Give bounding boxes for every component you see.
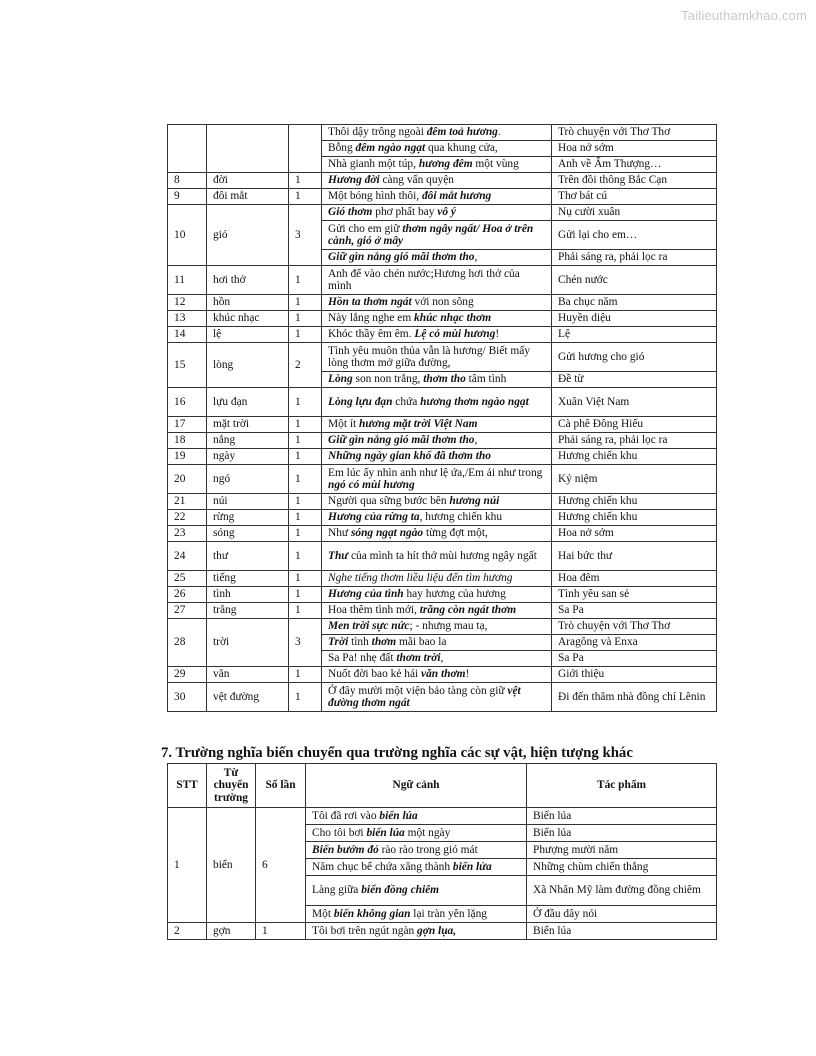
highlighted-phrase: Biển bướm đỏ: [312, 843, 379, 856]
context-cell: [322, 266, 552, 295]
count-cell: 1: [289, 542, 322, 571]
context-text: Gửi cho em giữ: [328, 222, 403, 235]
stt-cell: 17: [168, 417, 207, 433]
work-cell: Tình yêu san sẻ: [552, 587, 717, 603]
context-cell: [322, 619, 552, 635]
context-cell: [306, 842, 527, 859]
context-text: Một bóng hình thôi,: [328, 190, 422, 203]
table-row: [168, 510, 717, 526]
context-cell: [322, 417, 552, 433]
word-cell: lòng: [207, 343, 289, 388]
context-cell: [306, 876, 527, 906]
count-cell: 1: [289, 388, 322, 417]
context-cell: [322, 683, 552, 712]
context-text: từng đợt một,: [423, 527, 488, 540]
highlighted-phrase: trăng còn ngát thơm: [419, 604, 517, 617]
table-row: [168, 923, 717, 940]
word-cell: gió: [207, 205, 289, 266]
context-cell: [322, 327, 552, 343]
highlighted-phrase: vệt đường thơm ngát: [328, 684, 521, 709]
highlighted-phrase: biển lúa: [379, 809, 418, 822]
context-cell: [322, 189, 552, 205]
highlighted-phrase: gợn lụa,: [417, 924, 457, 937]
context-text: một vùng: [472, 158, 519, 171]
work-cell: Những chùm chiến thắng: [527, 859, 717, 876]
highlighted-phrase: Hương đời: [328, 174, 380, 187]
work-cell: Hoa nở sớm: [552, 141, 717, 157]
highlighted-phrase: Những ngày gian khổ đã thơm tho: [328, 450, 491, 463]
section-7-table: [167, 763, 717, 940]
count-cell: 3: [289, 619, 322, 667]
highlighted-phrase: Gió thơm: [328, 206, 373, 219]
context-text: Hoa thêm tình mới,: [328, 604, 420, 617]
context-text: chứa: [392, 395, 421, 408]
header-work: Tác phẩm: [527, 764, 717, 808]
highlighted-phrase: Lòng lựu đạn: [328, 395, 393, 408]
stt-cell: 20: [168, 465, 207, 494]
context-text: Sa Pa! nhẹ đất: [328, 652, 397, 665]
stt-cell: 22: [168, 510, 207, 526]
context-cell: [322, 433, 552, 449]
context-cell: [322, 587, 552, 603]
context-text: Người qua sững bước bên: [328, 495, 450, 508]
count-cell: 2: [289, 343, 322, 388]
highlighted-phrase: Giữ gìn nắng gió mãi thơm tho: [328, 434, 475, 447]
highlighted-phrase: biển đồng chiêm: [361, 884, 440, 897]
work-cell: Sa Pa: [552, 651, 717, 667]
context-text: Tôi đã rơi vào: [312, 809, 380, 822]
word-cell: ngó: [207, 465, 289, 494]
context-cell: [322, 571, 552, 587]
table-row: [168, 311, 717, 327]
highlighted-phrase: Giữ gìn nắng gió mãi thơm tho: [328, 251, 475, 264]
work-cell: Kỷ niệm: [552, 465, 717, 494]
count-cell: 1: [289, 266, 322, 295]
word-cell: tình: [207, 587, 289, 603]
header-stt: STT: [168, 764, 207, 808]
work-cell: Phải sáng ra, phải lọc ra: [552, 433, 717, 449]
highlighted-phrase: Trời: [328, 636, 349, 649]
context-text: ,: [474, 434, 478, 447]
context-text: Anh để vào chén nước;Hương hơi thở của mình: [328, 267, 520, 292]
context-cell: [306, 808, 527, 825]
highlighted-phrase: hương thơm ngào ngạt: [420, 395, 529, 408]
context-text: ,: [474, 251, 478, 264]
word-cell: lựu đạn: [207, 388, 289, 417]
table-header-row: [168, 764, 717, 808]
context-text: tình: [348, 636, 372, 649]
count-cell: 1: [289, 494, 322, 510]
word-cell: trời: [207, 619, 289, 667]
stt-cell: 21: [168, 494, 207, 510]
context-cell: [322, 494, 552, 510]
word-cell: trăng: [207, 603, 289, 619]
stt-cell: 11: [168, 266, 207, 295]
work-cell: Đề từ: [552, 372, 717, 388]
context-cell: [322, 465, 552, 494]
table-row: [168, 542, 717, 571]
highlighted-phrase: hương núi: [449, 495, 500, 508]
count-cell: 1: [289, 417, 322, 433]
highlighted-phrase: Hương của rừng ta: [328, 511, 420, 524]
count-cell: 1: [289, 295, 322, 311]
count-cell: 1: [289, 311, 322, 327]
context-text: !: [465, 668, 470, 681]
context-cell: [322, 388, 552, 417]
table-row: [168, 343, 717, 372]
stt-cell: 18: [168, 433, 207, 449]
work-cell: Sa Pa: [552, 603, 717, 619]
context-text: son non trắng,: [352, 373, 424, 386]
count-cell: 1: [289, 571, 322, 587]
header-context: Ngữ cảnh: [306, 764, 527, 808]
context-text: Tôi bơi trên ngút ngàn: [312, 924, 418, 937]
context-cell: [322, 526, 552, 542]
context-text: tâm tình: [465, 373, 507, 386]
highlighted-phrase: khúc nhạc thơm: [414, 312, 492, 325]
context-cell: [322, 141, 552, 157]
context-text: , hương chiến khu: [419, 511, 503, 524]
context-text: !: [495, 328, 500, 341]
count-cell: 3: [289, 205, 322, 266]
semantic-field-table-continued: [167, 124, 717, 712]
table-row: [168, 587, 717, 603]
context-cell: [322, 603, 552, 619]
work-cell: Hương chiến khu: [552, 494, 717, 510]
table-row: [168, 449, 717, 465]
context-cell: [322, 295, 552, 311]
work-cell: Phượng mười năm: [527, 842, 717, 859]
work-cell: Biển lúa: [527, 923, 717, 940]
highlighted-phrase: sóng ngạt ngào: [350, 527, 424, 540]
stt-cell: 24: [168, 542, 207, 571]
highlighted-phrase: văn thơm: [421, 668, 466, 681]
stt-cell: 9: [168, 189, 207, 205]
highlighted-phrase: biển lúa: [366, 826, 405, 839]
work-cell: Aragông và Enxa: [552, 635, 717, 651]
context-text: Thôi dậy trông ngoài: [328, 126, 427, 139]
word-cell: hơi thở: [207, 266, 289, 295]
table-row: [168, 494, 717, 510]
work-cell: Anh về Ẩm Thượng…: [552, 157, 717, 173]
highlighted-phrase: Lệ có mùi hương: [414, 328, 496, 341]
count-cell: 1: [289, 189, 322, 205]
work-cell: Phải sáng ra, phải lọc ra: [552, 250, 717, 266]
highlighted-phrase: biển không gian: [333, 907, 411, 920]
work-cell: Biển lúa: [527, 825, 717, 842]
table-row: [168, 683, 717, 712]
table-row: [168, 667, 717, 683]
work-cell: Xã Nhân Mỹ làm đường đồng chiêm: [527, 876, 717, 906]
context-text: Cho tôi bơi: [312, 826, 367, 839]
context-text: Em lúc ấy nhìn anh như lệ ứa,/Em ải như trong: [328, 466, 543, 479]
italic-phrase: Nghe tiếng thơm liều liệu đến tìm hương: [328, 572, 513, 585]
stt-cell: 26: [168, 587, 207, 603]
context-cell: [322, 542, 552, 571]
count-cell: 1: [289, 465, 322, 494]
word-cell: đôi mắt: [207, 189, 289, 205]
highlighted-phrase: biển lửa: [452, 860, 492, 873]
word-cell: sóng: [207, 526, 289, 542]
context-text: Bỗng: [328, 142, 356, 155]
word-cell: thư: [207, 542, 289, 571]
stt-cell: 28: [168, 619, 207, 667]
context-text: ,: [440, 652, 444, 665]
watermark-text: Tailieuthamkhao.com: [681, 8, 807, 23]
count-cell: 1: [289, 433, 322, 449]
highlighted-phrase: hương đêm: [418, 158, 473, 171]
work-cell: Hai bức thư: [552, 542, 717, 571]
word-cell: khúc nhạc: [207, 311, 289, 327]
table-row: [168, 571, 717, 587]
count-cell: 1: [289, 327, 322, 343]
context-text: hay hương của hương: [403, 588, 506, 601]
count-cell: 1: [256, 923, 306, 940]
table-row: [168, 189, 717, 205]
stt-cell: [168, 125, 207, 173]
stt-cell: 2: [168, 923, 207, 940]
section-7-heading: 7. Trường nghĩa biến chuyển qua trường nghĩa các sự vật, hiện tượng khác: [161, 745, 633, 761]
context-cell: [306, 906, 527, 923]
context-text: với non sông: [411, 296, 474, 309]
context-cell: [322, 250, 552, 266]
word-cell: gợn: [207, 923, 256, 940]
word-cell: rừng: [207, 510, 289, 526]
work-cell: Hương chiến khu: [552, 449, 717, 465]
work-cell: Thơ bát cú: [552, 189, 717, 205]
highlighted-phrase: đêm ngào ngạt: [355, 142, 426, 155]
work-cell: Trò chuyện với Thơ Thơ: [552, 619, 717, 635]
table-row: [168, 417, 717, 433]
stt-cell: 15: [168, 343, 207, 388]
highlighted-phrase: Hương của tình: [328, 588, 404, 601]
count-cell: [289, 125, 322, 173]
context-text: Như: [328, 527, 351, 540]
count-cell: 1: [289, 587, 322, 603]
count-cell: 1: [289, 683, 322, 712]
stt-cell: 12: [168, 295, 207, 311]
count-cell: 1: [289, 449, 322, 465]
work-cell: Ở đầu dây nói: [527, 906, 717, 923]
stt-cell: 29: [168, 667, 207, 683]
count-cell: 1: [289, 510, 322, 526]
work-cell: Hoa nở sớm: [552, 526, 717, 542]
word-cell: lệ: [207, 327, 289, 343]
context-text: Nuốt đời bao kẻ hái: [328, 668, 422, 681]
work-cell: Trò chuyện với Thơ Thơ: [552, 125, 717, 141]
word-cell: ngày: [207, 449, 289, 465]
context-cell: [322, 449, 552, 465]
context-cell: [322, 651, 552, 667]
context-text: rào rào trong gió mát: [378, 843, 478, 856]
context-cell: [322, 221, 552, 250]
header-count: Số lần: [256, 764, 306, 808]
work-cell: Lệ: [552, 327, 717, 343]
context-text: một ngày: [404, 826, 451, 839]
stt-cell: 10: [168, 205, 207, 266]
table-row: [168, 205, 717, 221]
table-row: [168, 388, 717, 417]
context-cell: [322, 173, 552, 189]
context-text: Khóc thầy êm êm.: [328, 328, 415, 341]
context-text: Một ít: [328, 418, 360, 431]
work-cell: Gửi hương cho gió: [552, 343, 717, 372]
work-cell: Chén nước: [552, 266, 717, 295]
context-cell: [322, 311, 552, 327]
word-cell: tiếng: [207, 571, 289, 587]
count-cell: 1: [289, 667, 322, 683]
highlighted-phrase: Hồn ta thơm ngát: [328, 296, 412, 309]
stt-cell: 8: [168, 173, 207, 189]
context-cell: [306, 859, 527, 876]
word-cell: văn: [207, 667, 289, 683]
context-cell: [306, 923, 527, 940]
work-cell: Biển lúa: [527, 808, 717, 825]
table-row: [168, 295, 717, 311]
stt-cell: 30: [168, 683, 207, 712]
context-text: Tình yêu muôn thủa vẫn là hương/ Biết mấy lòng thơm mở giữa đường,: [328, 344, 531, 369]
context-text: càng vấn quyện: [379, 174, 454, 187]
table-row: [168, 125, 717, 141]
highlighted-phrase: thơm trời: [396, 652, 441, 665]
context-text: mãi bao la: [396, 636, 447, 649]
context-cell: [322, 205, 552, 221]
stt-cell: 1: [168, 808, 207, 923]
highlighted-phrase: Thư: [328, 549, 349, 562]
word-cell: vệt đường: [207, 683, 289, 712]
table-row: [168, 433, 717, 449]
word-cell: núi: [207, 494, 289, 510]
highlighted-phrase: thơm tho: [423, 373, 466, 386]
highlighted-phrase: đêm toả hương: [426, 126, 498, 139]
stt-cell: 13: [168, 311, 207, 327]
table-row: [168, 603, 717, 619]
work-cell: Cà phê Đông Hiếu: [552, 417, 717, 433]
table-row: [168, 266, 717, 295]
context-cell: [322, 372, 552, 388]
count-cell: 6: [256, 808, 306, 923]
work-cell: Ba chục năm: [552, 295, 717, 311]
work-cell: Trên đồi thông Bắc Cạn: [552, 173, 717, 189]
work-cell: Gửi lại cho em…: [552, 221, 717, 250]
context-cell: [322, 343, 552, 372]
count-cell: 1: [289, 526, 322, 542]
work-cell: Xuân Việt Nam: [552, 388, 717, 417]
work-cell: Hương chiến khu: [552, 510, 717, 526]
word-cell: đời: [207, 173, 289, 189]
work-cell: Nụ cười xuân: [552, 205, 717, 221]
context-text: Làng giữa: [312, 884, 362, 897]
count-cell: 1: [289, 173, 322, 189]
work-cell: Hoa đêm: [552, 571, 717, 587]
context-text: Nhà gianh một túp,: [328, 158, 419, 171]
highlighted-phrase: ngó có mùi hương: [328, 479, 415, 491]
stt-cell: 19: [168, 449, 207, 465]
context-text: Một: [312, 907, 334, 920]
stt-cell: 27: [168, 603, 207, 619]
highlighted-phrase: vô ý: [437, 206, 456, 219]
word-cell: hồn: [207, 295, 289, 311]
work-cell: Đi đến thăm nhà đồng chí Lênin: [552, 683, 717, 712]
stt-cell: 23: [168, 526, 207, 542]
context-text: .: [497, 126, 501, 139]
highlighted-phrase: thơm ngây ngất/ Hoa ở trên cành, gió ở mây: [328, 222, 534, 247]
table-row: [168, 327, 717, 343]
count-cell: 1: [289, 603, 322, 619]
context-cell: [322, 667, 552, 683]
context-text: ; - nhưng mau tạ,: [409, 620, 488, 633]
stt-cell: 14: [168, 327, 207, 343]
context-text: Ở đây mười một viện bảo tàng còn giữ: [328, 684, 508, 697]
context-cell: [322, 125, 552, 141]
table-row: [168, 808, 717, 825]
context-cell: [306, 825, 527, 842]
table-row: [168, 619, 717, 635]
context-text: phơ phất bay: [372, 206, 438, 219]
highlighted-phrase: thơm: [371, 636, 397, 649]
highlighted-phrase: hương mặt trời Việt Nam: [359, 418, 478, 431]
context-cell: [322, 635, 552, 651]
context-text: Này lắng nghe em: [328, 312, 415, 325]
word-cell: mặt trời: [207, 417, 289, 433]
highlighted-phrase: Lòng: [328, 373, 353, 386]
header-word: Từ chuyển trường: [207, 764, 256, 808]
table-row: [168, 173, 717, 189]
word-cell: [207, 125, 289, 173]
table-row: [168, 465, 717, 494]
stt-cell: 16: [168, 388, 207, 417]
context-text: lại tràn yên lặng: [410, 907, 487, 920]
context-text: Năm chục bể chứa xăng thành: [312, 860, 453, 873]
work-cell: Huyền diệu: [552, 311, 717, 327]
context-text: của mình ta hít thở mùi hương ngây ngất: [348, 549, 537, 562]
table-row: [168, 526, 717, 542]
context-text: qua khung cửa,: [425, 142, 498, 155]
word-cell: nắng: [207, 433, 289, 449]
stt-cell: 25: [168, 571, 207, 587]
context-cell: [322, 510, 552, 526]
highlighted-phrase: đôi mắt hương: [421, 190, 492, 203]
context-cell: [322, 157, 552, 173]
work-cell: Giới thiệu: [552, 667, 717, 683]
word-cell: biển: [207, 808, 256, 923]
highlighted-phrase: Men trời sực nức: [328, 620, 410, 633]
